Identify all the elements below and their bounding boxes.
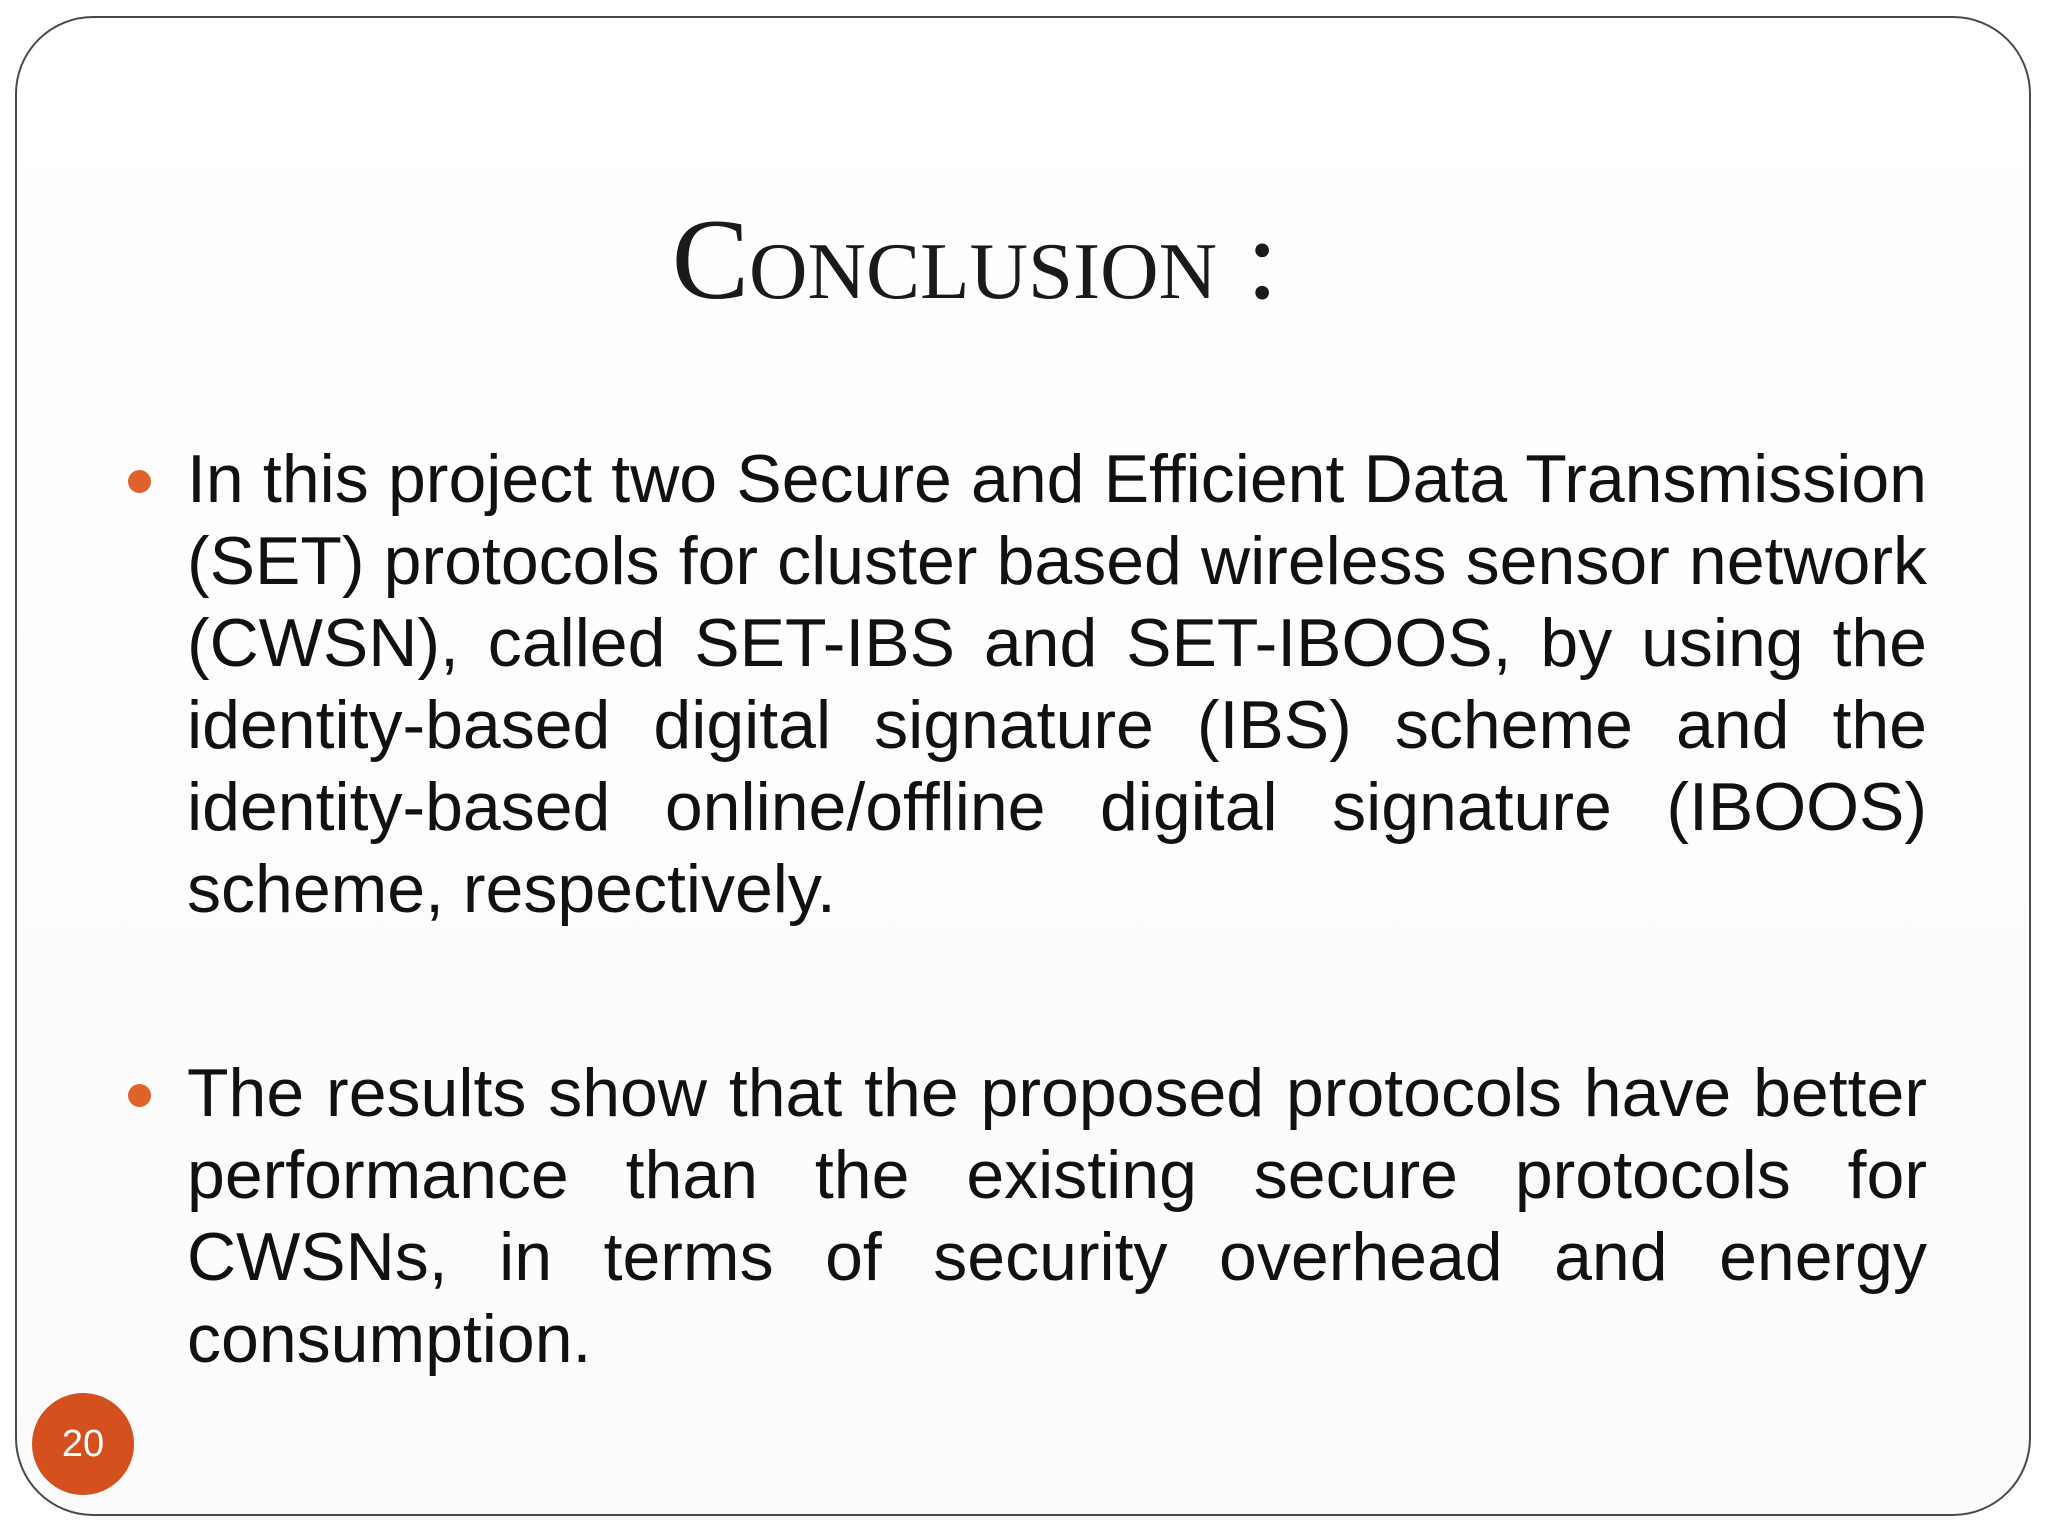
bullet-text: The results show that the proposed protocols have better performance than the existing secure protocols for CWSNs, in terms of security overhead and energy consumption. — [187, 1055, 1927, 1377]
bullet-text: In this project two Secure and Efficient Data Transmission (SET) protocols for cluster based wireless sensor network (CWSN), called SET-IBS and SET-IBOOS, by using the identity-based digital signature (IBS) scheme and the identity-based online/offline digital signature (IBOOS) scheme, respectively. — [187, 441, 1927, 927]
bullet-dot-icon — [128, 470, 151, 493]
bullet-item — [125, 1052, 1927, 1380]
bullet-list — [125, 438, 1927, 1380]
bullet-dot-icon — [128, 1084, 151, 1107]
slide-title: Conclusion : — [671, 196, 1279, 324]
bullet-item — [125, 438, 1927, 930]
page-number-badge: 20 — [32, 1393, 134, 1495]
